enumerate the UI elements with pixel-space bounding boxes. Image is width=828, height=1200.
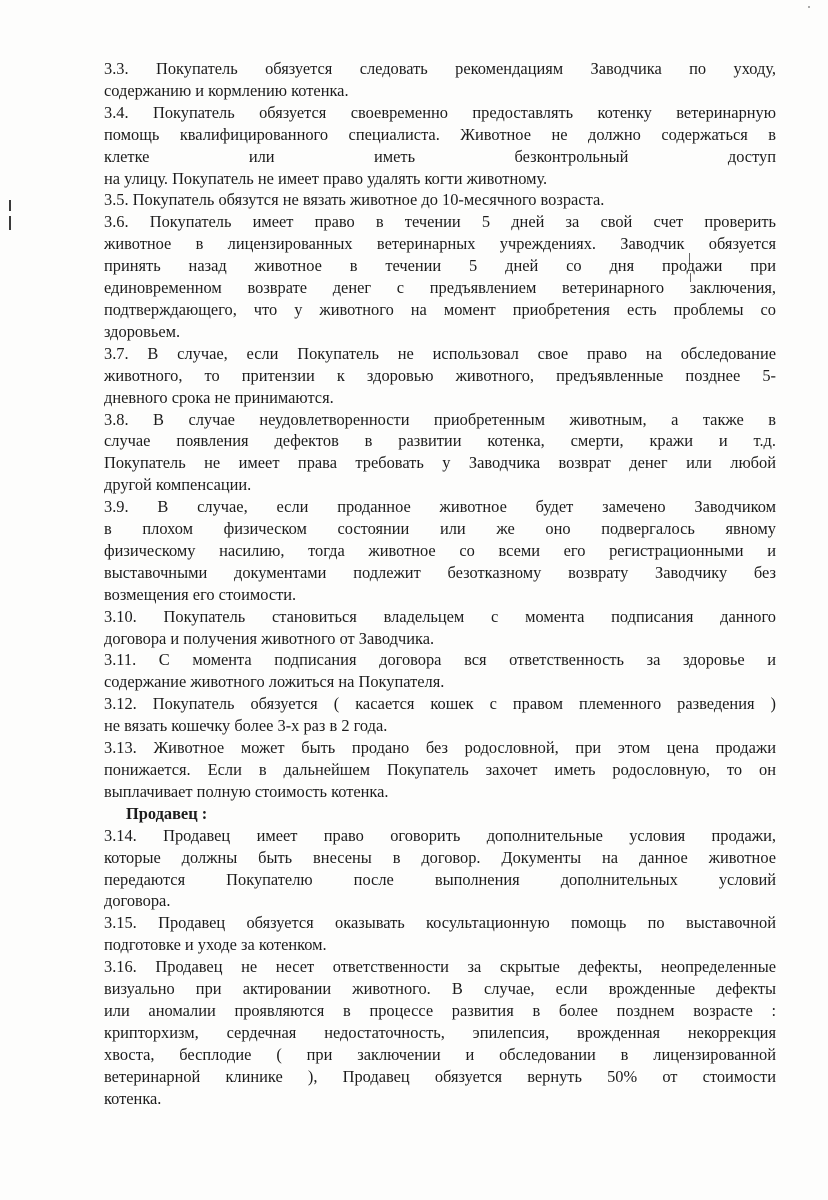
text-line: хвоста, бесплодие ( при заключении и обследовании в лицензированной bbox=[104, 1044, 776, 1064]
text-line: случае появления дефектов в развитии котенка, смерти, кражи и т.д. bbox=[104, 431, 776, 451]
clause-paragraph bbox=[104, 58, 776, 102]
buyer-clauses bbox=[104, 58, 776, 803]
clause-paragraph bbox=[104, 825, 776, 913]
text-line: передаются Покупателю после выполнения дополнительных условий bbox=[104, 869, 776, 889]
text-line: 3.9. В случае, если проданное животное будет замечено Заводчиком bbox=[104, 497, 776, 517]
clause-paragraph bbox=[104, 737, 776, 803]
clause-paragraph bbox=[104, 211, 776, 342]
text-line: другой компенсации. bbox=[104, 475, 252, 495]
text-line: 3.11. С момента подписания договора вся ответственность за здоровье и bbox=[104, 650, 776, 670]
text-line: котенка. bbox=[104, 1088, 162, 1108]
section-heading-seller: Продавец : bbox=[126, 803, 208, 823]
text-line: 3.7. В случае, если Покупатель не использовал свое право на обследование bbox=[104, 343, 776, 363]
text-line: понижается. Если в дальнейшем Покупатель захочет иметь родословную, то он bbox=[104, 760, 776, 779]
text-line: 3.12. Покупатель обязуется ( касается кошек с правом племенного разведения ) bbox=[104, 694, 776, 714]
text-line: подготовке и уходе за котенком. bbox=[104, 935, 327, 955]
text-line: животное в лицензированных ветеринарных учреждениях. Заводчик обязуется bbox=[104, 234, 776, 254]
clause-paragraph bbox=[104, 189, 776, 211]
text-line: 3.4. Покупатель обязуется своевременно предоставлять котенку ветеринарную bbox=[104, 102, 776, 122]
text-line: животного, то притензии к здоровью животного, предъявленные позднее 5- bbox=[104, 365, 776, 385]
clause-paragraph bbox=[104, 606, 776, 650]
text-line: визуально при актировании животного. В случае, если врожденные дефекты bbox=[104, 979, 776, 999]
text-line: дневного срока не принимаются. bbox=[104, 387, 334, 407]
text-line: физическому насилию, тогда животное со всеми его регистрационными и bbox=[104, 540, 776, 560]
clause-paragraph bbox=[104, 649, 776, 693]
text-line: не вязать кошечку более 3-х раз в 2 года. bbox=[104, 716, 388, 736]
document-body bbox=[104, 58, 776, 1110]
text-line: 3.10. Покупатель становиться владельцем с момента подписания данного bbox=[104, 606, 776, 626]
clause-paragraph bbox=[104, 102, 776, 190]
scan-mark bbox=[9, 216, 11, 230]
text-line: договора и получения животного от Заводчика. bbox=[104, 628, 435, 648]
text-line: возмещения его стоимости. bbox=[104, 584, 297, 604]
text-line: 3.6. Покупатель имеет право в течении 5 дней за свой счет проверить bbox=[104, 212, 776, 232]
text-line: клетке или иметь безконтрольный доступ bbox=[104, 146, 776, 166]
text-line: в плохом физическом состоянии или же оно подвергалось явному bbox=[104, 519, 776, 539]
text-line: содержанию и кормлению котенка. bbox=[104, 80, 349, 100]
text-line: содержание животного ложиться на Покупателя. bbox=[104, 672, 445, 692]
text-line: помощь квалифицированного специалиста. Животное не должно содержаться в bbox=[104, 124, 776, 144]
text-line: здоровьем. bbox=[104, 321, 181, 341]
text-line: 3.14. Продавец имеет право оговорить дополнительные условия продажи, bbox=[104, 825, 776, 845]
text-line: крипторхизм, сердечная недостаточность, эпилепсия, врожденная некоррекция bbox=[104, 1022, 776, 1042]
clause-paragraph bbox=[104, 956, 776, 1109]
text-line: ветеринарной клинике ), Продавец обязуется вернуть 50% от стоимости bbox=[104, 1066, 776, 1086]
text-line: 3.8. В случае неудовлетворенности приобретенным животным, а также в bbox=[104, 409, 776, 429]
clause-paragraph bbox=[104, 343, 776, 409]
text-line: выставочными документами подлежит безотказному возврату Заводчику без bbox=[104, 562, 776, 582]
text-line: которые должны быть внесены в договор. Документы на данное животное bbox=[104, 847, 776, 867]
clause-paragraph bbox=[104, 912, 776, 956]
text-line: 3.13. Животное может быть продано без родословной, при этом цена продажи bbox=[104, 738, 776, 758]
text-line: или аномалии проявляются в процессе развития в более позднем возрасте : bbox=[104, 1000, 776, 1020]
text-line: 3.5. Покупатель обязутся не вязать животное до 10-месячного возраста. bbox=[104, 190, 605, 210]
scan-mark bbox=[9, 200, 11, 211]
text-line: договора. bbox=[104, 891, 171, 911]
clause-paragraph bbox=[104, 496, 776, 606]
clause-paragraph bbox=[104, 409, 776, 497]
text-line: принять назад животное в течении 5 дней со дня продажи при bbox=[104, 256, 776, 276]
text-line: подтверждающего, что у животного на момент приобретения есть проблемы со bbox=[104, 299, 776, 319]
text-line: Покупатель не имеет права требовать у Заводчика возврат денег или любой bbox=[104, 453, 776, 473]
text-line: единовременном возврате денег с предъявлением ветеринарного заключения, bbox=[104, 278, 776, 298]
text-line: 3.3. Покупатель обязуется следовать рекомендациям Заводчика по уходу, bbox=[104, 59, 776, 78]
scan-mark bbox=[808, 6, 810, 8]
text-line: 3.16. Продавец не несет ответственности за скрытые дефекты, неопределенные bbox=[104, 957, 776, 977]
clause-paragraph bbox=[104, 693, 776, 737]
text-line: выплачивает полную стоимость котенка. bbox=[104, 781, 389, 801]
text-line: на улицу. Покупатель не имеет право удалять когти животному. bbox=[104, 168, 548, 188]
seller-clauses bbox=[104, 825, 776, 1110]
text-line: 3.15. Продавец обязуется оказывать косультационную помощь по выставочной bbox=[104, 913, 776, 933]
